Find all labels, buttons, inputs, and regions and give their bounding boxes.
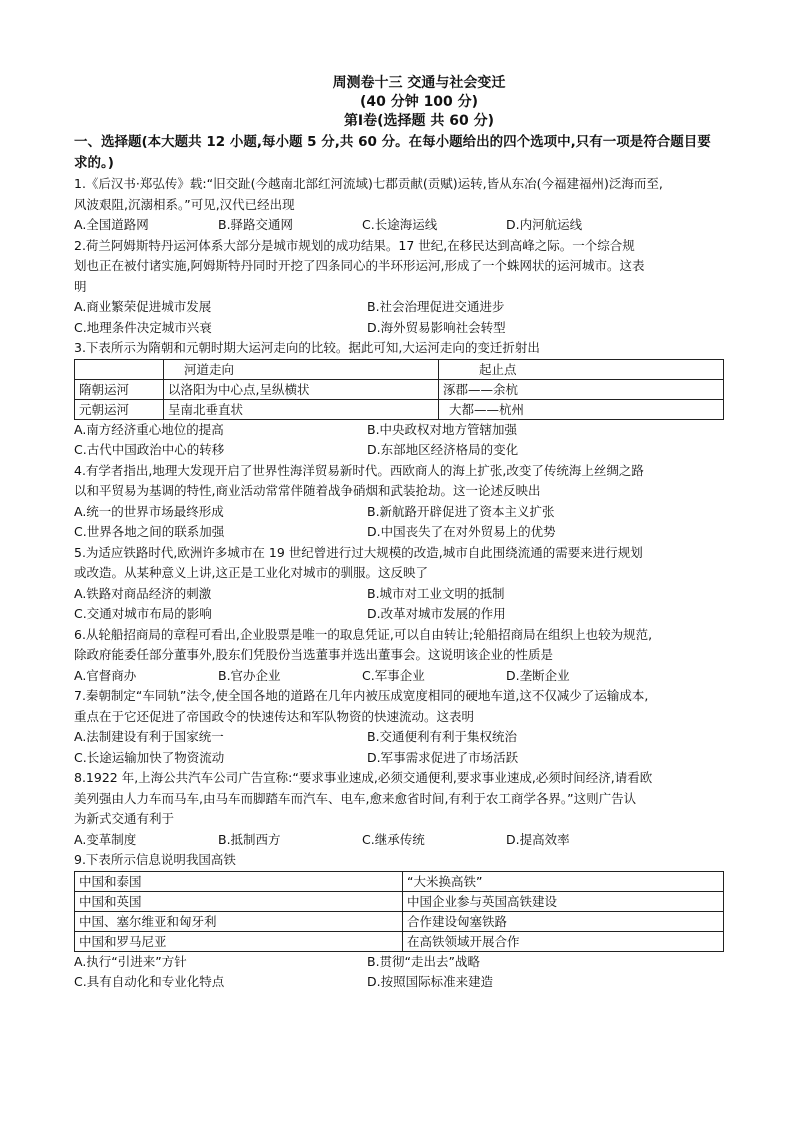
option-a[interactable]: A.官督商办 [74, 667, 137, 683]
options [74, 502, 724, 523]
table-cell: 元朝运河 [75, 399, 164, 419]
question-5 [74, 543, 724, 625]
question-stem: 以和平贸易为基调的特性,商业活动常常伴随着战争硝烟和武装抢劫。这一论述反映出 [74, 483, 541, 498]
table-cell: 合作建设匈塞铁路 [403, 911, 724, 931]
options [74, 584, 724, 605]
options [74, 440, 724, 461]
question-stem: 除政府能委任部分董事外,股东们凭股份当选董事并选出董事会。这说明该企业的性质是 [74, 647, 553, 662]
table-row [75, 871, 724, 891]
options [74, 666, 724, 687]
option-c[interactable]: C.长途运输加快了物资流动 [74, 749, 225, 765]
question-stem: 5.为适应铁路时代,欧洲许多城市在 19 世纪曾进行过大规模的改造,城市自此围绕流通的需要来进行规划 [74, 544, 643, 560]
table-cell: 中国和泰国 [75, 871, 403, 891]
option-d[interactable]: D.垄断企业 [506, 667, 570, 683]
table-header-cell: 河道走向 [164, 359, 439, 379]
question-stem: 3.下表所示为隋朝和元朝时期大运河走向的比较。据此可知,大运河走向的变迁折射出 [74, 340, 540, 355]
option-d[interactable]: D.提高效率 [506, 831, 570, 847]
option-b[interactable]: B.贯彻“走出去”战略 [367, 953, 481, 969]
option-a[interactable]: A.铁路对商品经济的刺激 [74, 585, 212, 601]
question-7 [74, 686, 724, 768]
part-heading: 第Ⅰ卷(选择题 共 60 分) [343, 113, 495, 129]
question-1 [74, 174, 724, 236]
option-d[interactable]: D.中国丧失了在对外贸易上的优势 [367, 524, 556, 539]
options [74, 972, 724, 993]
options [74, 748, 724, 769]
table-cell: 隋朝运河 [75, 379, 164, 399]
options [74, 727, 724, 748]
question-stem: 重点在于它还促进了帝国政令的快速传达和军队物资的快速流动。这表明 [74, 708, 475, 724]
option-d[interactable]: D.内河航运线 [506, 217, 583, 232]
table-row [75, 379, 724, 399]
question-stem: 或改造。从某种意义上讲,这正是工业化对城市的驯服。这反映了 [74, 565, 428, 580]
section-instructions: 一、选择题(本大题共 12 小题,每小题 5 分,共 60 分。在每小题给出的四个选项中,只有一项是符合题目要 求的。) [74, 134, 711, 171]
option-c[interactable]: C.具有自动化和专业化特点 [74, 974, 225, 989]
question-stem: 4.有学者指出,地理大发现开启了世界性海洋贸易新时代。西欧商人的海上扩张,改变了传统海上丝绸之路 [74, 462, 644, 478]
table-cell: 涿郡——余杭 [439, 379, 724, 399]
option-b[interactable]: B.交通便利有利于集权统治 [367, 729, 518, 744]
options [74, 420, 724, 441]
option-b[interactable]: B.中央政权对地方管辖加强 [367, 421, 518, 437]
question-stem: 明 [74, 278, 87, 294]
option-c[interactable]: C.古代中国政治中心的转移 [74, 442, 225, 457]
option-a[interactable]: A.南方经济重心地位的提高 [74, 421, 224, 437]
table-cell: 中国和英国 [75, 891, 403, 911]
question-stem: 风波艰阻,沉溺相系。”可见,汉代已经出现 [74, 196, 295, 212]
question-stem: 8.1922 年,上海公共汽车公司广告宣称:“要求事业速成,必须交通便利,要求事业速成,必须时间经济,请看欧 [74, 770, 653, 785]
option-c[interactable]: C.军事企业 [362, 667, 425, 683]
table-cell: 呈南北垂直状 [164, 399, 439, 419]
table-header-cell: 起止点 [439, 359, 724, 379]
table-cell: 大都——杭州 [439, 399, 724, 419]
option-a[interactable]: A.变革制度 [74, 831, 137, 847]
option-a[interactable]: A.执行“引进来”方针 [74, 953, 187, 969]
table-row [75, 891, 724, 911]
options [74, 318, 724, 339]
question-stem: 7.秦朝制定“车同轨”法令,使全国各地的道路在几年内被压成宽度相同的硬地车道,这不仅减少了运输成本, [74, 688, 649, 703]
options [74, 215, 724, 236]
table-cell: “大米换高铁” [403, 871, 724, 891]
options [74, 522, 724, 543]
table-cell: 以洛阳为中心点,呈纵横状 [164, 379, 439, 399]
option-a[interactable]: A.全国道路网 [74, 217, 149, 232]
table-header-row [75, 359, 724, 379]
table-row [75, 399, 724, 419]
option-c[interactable]: C.长途海运线 [362, 217, 438, 232]
question-stem: 划也正在被付诸实施,阿姆斯特丹同时开挖了四条同心的半环形运河,形成了一个蛛网状的运河城市。这表 [74, 258, 645, 273]
question-stem: 1.《后汉书·郑弘传》载:“旧交趾(今越南北部红河流域)七郡贡献(贡赋)运转,皆从东冶(今福建福州)泛海而至, [74, 176, 663, 191]
option-d[interactable]: D.按照国际标准来建造 [367, 974, 494, 989]
table-row [75, 911, 724, 931]
options [74, 952, 724, 973]
option-b[interactable]: B.驿路交通网 [218, 217, 294, 232]
question-stem: 为新式交通有利于 [74, 811, 175, 826]
option-b[interactable]: B.城市对工业文明的抵制 [367, 585, 505, 601]
question-stem: 2.荷兰阿姆斯特丹运河体系大部分是城市规划的成功结果。17 世纪,在移民达到高峰之际。一个综合规 [74, 237, 635, 253]
question-9 [74, 850, 724, 993]
option-b[interactable]: B.新航路开辟促进了资本主义扩张 [367, 503, 555, 519]
question-8 [74, 768, 724, 850]
exam-page [74, 64, 724, 993]
option-b[interactable]: B.抵制西方 [218, 831, 281, 847]
canal-comparison-table [74, 359, 724, 420]
question-3 [74, 338, 724, 461]
options [74, 830, 724, 851]
question-6 [74, 625, 724, 687]
option-b[interactable]: B.社会治理促进交通进步 [367, 299, 505, 314]
exam-duration: (40 分钟 100 分) [359, 94, 479, 110]
option-a[interactable]: A.商业繁荣促进城市发展 [74, 299, 212, 314]
question-stem: 6.从轮船招商局的章程可看出,企业股票是唯一的取息凭证,可以自由转让;轮船招商局在组织上也较为规范, [74, 626, 653, 642]
options [74, 297, 724, 318]
option-c[interactable]: C.交通对城市布局的影响 [74, 606, 212, 621]
option-b[interactable]: B.官办企业 [218, 667, 281, 683]
table-row [75, 931, 724, 951]
exam-title: 周测卷十三 交通与社会变迁 [332, 75, 506, 91]
options [74, 604, 724, 625]
table-cell: 中国、塞尔维亚和匈牙利 [75, 911, 403, 931]
table-header-cell [75, 359, 164, 379]
option-d[interactable]: D.改革对城市发展的作用 [367, 606, 506, 621]
option-d[interactable]: D.海外贸易影响社会转型 [367, 319, 506, 335]
option-d[interactable]: D.军事需求促进了市场活跃 [367, 749, 519, 765]
option-c[interactable]: C.世界各地之间的联系加强 [74, 524, 225, 539]
option-c[interactable]: C.继承传统 [362, 831, 425, 847]
option-a[interactable]: A.法制建设有利于国家统一 [74, 729, 224, 744]
high-speed-rail-table [74, 871, 724, 952]
table-cell: 中国企业参与英国高铁建设 [403, 891, 724, 911]
question-stem: 9.下表所示信息说明我国高铁 [74, 852, 236, 867]
option-d[interactable]: D.东部地区经济格局的变化 [367, 442, 519, 457]
table-cell: 在高铁领域开展合作 [403, 931, 724, 951]
question-2 [74, 236, 724, 339]
option-c[interactable]: C.地理条件决定城市兴衰 [74, 319, 212, 335]
question-stem: 美列强由人力车而马车,由马车而脚踏车而汽车、电车,愈来愈省时间,有利于农工商学各界。”这则广告认 [74, 790, 637, 806]
question-4 [74, 461, 724, 543]
table-cell: 中国和罗马尼亚 [75, 931, 403, 951]
option-a[interactable]: A.统一的世界市场最终形成 [74, 503, 224, 519]
